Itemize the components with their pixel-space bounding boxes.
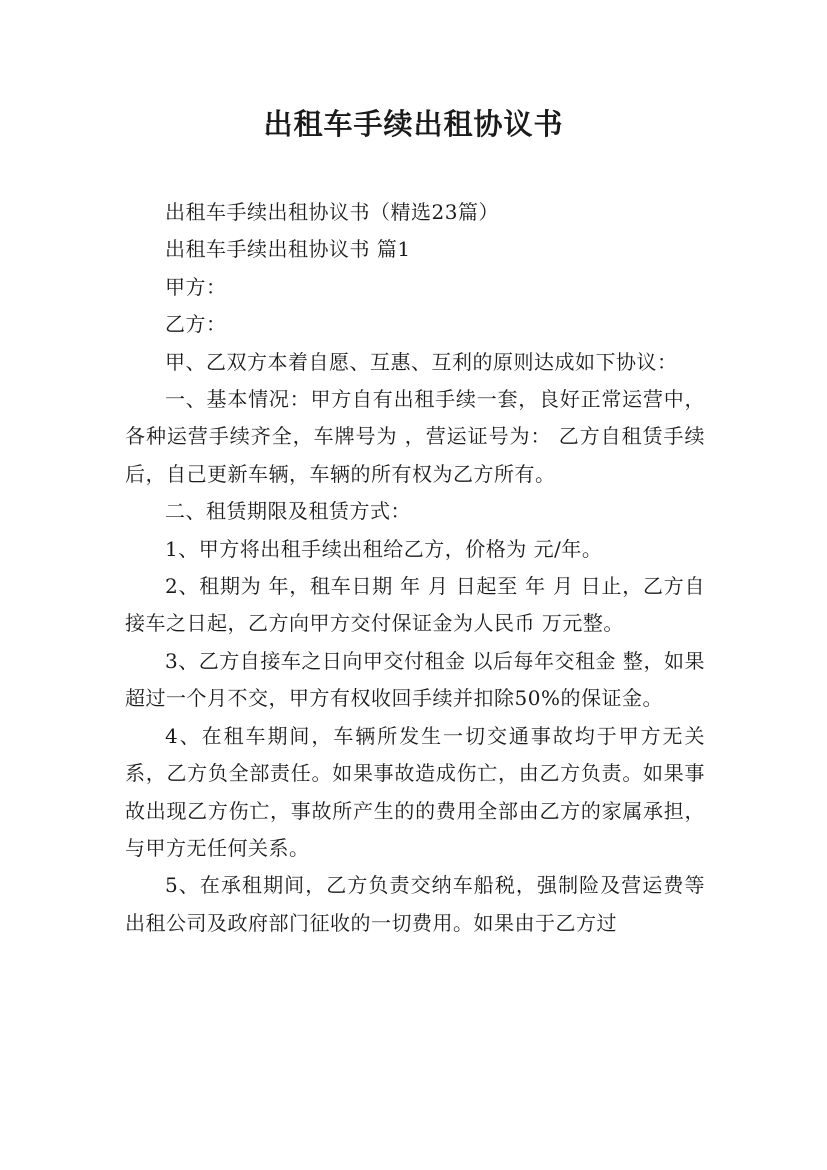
paragraph-party-b: 乙方： [165,312,227,337]
paragraph-basic-info: 一、基本情况：甲方自有出租手续一套，良好正常运营中，各种运营手续齐全，车牌号为 ，营运证号为： 乙方自租赁手续后，自己更新车辆，车辆的所有权为乙方所有。 [125,387,705,486]
document-body [125,194,705,942]
paragraph-section-heading: 出租车手续出租协议书 篇1 [165,237,411,262]
paragraph-clause-1: 1、甲方将出租手续出租给乙方，价格为 元/年。 [165,536,603,561]
paragraph-party-a: 甲方： [165,274,227,299]
paragraph-clause-4: 4、在租车期间，车辆所发生一切交通事故均于甲方无关系，乙方负全部责任。如果事故造成伤亡，由乙方负责。如果事故出现乙方伤亡，事故所产生的的费用全部由乙方的家属承担，与甲方无任何关系。 [125,723,705,860]
paragraph-clause-5: 5、在承租期间，乙方负责交纳车船税，强制险及营运费等出租公司及政府部门征收的一切费用。如果由于乙方过 [125,873,705,935]
paragraph-agreement-intro: 甲、乙双方本着自愿、互惠、互利的原则达成如下协议： [165,349,678,374]
paragraph-clause-2: 2、租期为 年，租车日期 年 月 日起至 年 月 日止，乙方自接车之日起，乙方向甲方交付保证金为人民币 万元整。 [125,574,705,636]
document-title: 出租车手续出租协议书 [263,107,564,141]
paragraph-clause-3: 3、乙方自接车之日向甲交付租金 以后每年交租金 整，如果超过一个月不交，甲方有权收回手续并扣除50%的保证金。 [125,648,705,711]
paragraph-subtitle: 出租车手续出租协议书（精选23篇） [165,200,499,224]
paragraph-lease-term-heading: 二、租赁期限及租赁方式： [165,499,411,524]
